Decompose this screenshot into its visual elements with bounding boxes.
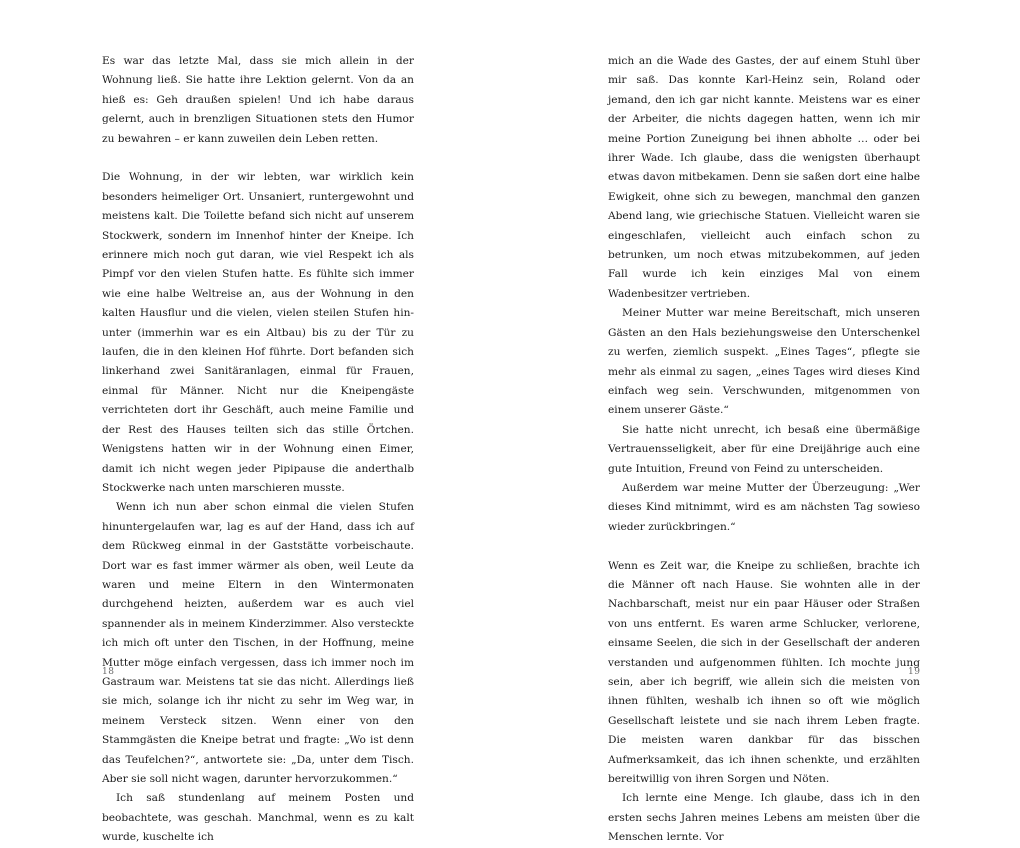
paragraph: mich an die Wade des Gastes, der auf einem Stuhl über mir saß. Das konnte Karl-Heinz sein, Roland oder jemand, den ich gar nicht kannte. Meistens war es einer der Arbeiter, die nichts dagegen hatten, wenn ich mir meine Portion Zuneigung bei ihnen abholte … oder bei ihrer Wade. Ich glaube, dass die wenigsten überhaupt etwas davon mitbekamen. Denn sie saßen dort eine halbe Ewigkeit, ohne sich zu bewegen, manchmal den ganzen Abend lang, wie griechische Statuen. Vielleicht waren sie eingeschlafen, vielleicht auch einfach schon zu betrunken, um noch etwas mitzubekommen, auf jeden Fall wurde ich kein einziges Mal von einem Wadenbesitzer vertrieben. bbox=[608, 55, 920, 300]
paragraph: Ich saß stundenlang auf meinem Posten und beobachtete, was geschah. Manchmal, wenn es zu kalt wurde, kuschelte ich bbox=[102, 792, 414, 844]
left-page-text bbox=[102, 52, 414, 848]
paragraph: Es war das letzte Mal, dass sie mich allein in der Wohnung ließ. Sie hatte ihre Lektion gelernt. Von da an hieß es: Geh draußen spielen! Und ich habe daraus gelernt, auch in brenzligen Situationen stets den Humor zu bewahren – er kann zuweilen dein Leben retten. bbox=[102, 55, 414, 145]
paragraph: Wenn es Zeit war, die Kneipe zu schließen, brachte ich die Männer oft nach Hause. Sie wohnten alle in der Nachbarschaft, meist nur ein paar Häuser oder Straßen von uns entfernt. Es waren arme Schlucker, verlorene, einsame Seelen, die sich in der Gesellschaft der anderen verstanden und aufgenommen fühlten. Ich mochte jung sein, aber ich begriff, wie allein sich die meisten von ihnen fühlten, weshalb ich ihnen so oft wie möglich Gesellschaft leistete und sie nach ihrem Leben fragte. Die meisten waren dankbar für das bisschen Aufmerksamkeit, das ich ihnen schenkte, und erzählten bereitwillig von ihren Sorgen und Nöten. bbox=[608, 559, 920, 786]
right-page bbox=[510, 0, 1020, 844]
paragraph: Die Wohnung, in der wir lebten, war wirklich kein besonders heimeliger Ort. Unsaniert, runtergewohnt und meistens kalt. Die Toilette befand sich nicht auf unserem Stockwerk, sondern im Innenhof hinter der Kneipe. Ich erinnere mich noch gut daran, wie viel Respekt ich als Pimpf vor den vielen Stufen hatte. Es fühlte sich immer wie eine halbe Weltreise an, aus der Wohnung in den kalten Hausflur und die vielen, vielen steilen Stufen hinunter (immerhin war es ein Altbau) bis zu der Tür zu laufen, die in den kleinen Hof führte. Dort befanden sich linkerhand zwei Sanitäranlagen, einmal für Frauen, einmal für Männer. Nicht nur die Kneipengäste verrichteten dort ihr Geschäft, auch meine Familie und der Rest des Hauses teilten sich das stille Örtchen. Wenigstens hatten wir in der Wohnung einen Eimer, damit ich nicht wegen jeder Pipipause die anderthalb Stockwerke nach unten marschieren musste. bbox=[102, 171, 414, 494]
paragraph: Ich lernte eine Menge. Ich glaube, dass ich in den ersten sechs Jahren meines Lebens am meisten über die Menschen lernte. Vor bbox=[608, 792, 920, 844]
paragraph: Außerdem war meine Mutter der Überzeugung: „Wer dieses Kind mitnimmt, wird es am nächsten Tag sowieso wieder zurückbringen.“ bbox=[608, 481, 920, 533]
page-number: 18 bbox=[102, 667, 115, 677]
left-page bbox=[0, 0, 510, 844]
paragraph: Meiner Mutter war meine Bereitschaft, mich unseren Gästen an den Hals beziehungsweise den Unterschenkel zu werfen, ziemlich suspekt. „Eines Tages“, pflegte sie mehr als einmal zu sagen, „eines Tages wird dieses Kind einfach weg sein. Verschwunden, mitgenommen von einem unserer Gäste.“ bbox=[608, 307, 920, 417]
right-page-text bbox=[608, 52, 920, 848]
paragraph: Sie hatte nicht unrecht, ich besaß eine übermäßige Vertrauensseligkeit, aber für eine Dreijährige auch eine gute Intuition, Freund von Feind zu unterscheiden. bbox=[608, 423, 920, 475]
paragraph: Wenn ich nun aber schon einmal die vielen Stufen hinuntergelaufen war, lag es auf der Hand, dass ich auf dem Rückweg einmal in der Gaststätte vorbeischaute. Dort war es fast immer wärmer als oben, weil Leute da waren und meine Eltern in den Wintermonaten durchgehend heizten, außerdem war es auch viel spannender als in meinem Kinderzimmer. Also versteckte ich mich oft unter den Tischen, in der Hoffnung, meine Mutter möge einfach vergessen, dass ich immer noch im Gastraum war. Meistens tat sie das nicht. Allerdings ließ sie mich, solange ich ihr nicht zu sehr im Weg war, in meinem Versteck sitzen. Wenn einer von den Stammgästen die Kneipe betrat und fragte: „Wo ist denn das Teufelchen?“, antwortete sie: „Da, unter dem Tisch. Aber sie soll nicht wagen, darunter hervorzukommen.“ bbox=[102, 501, 414, 786]
page-number: 19 bbox=[908, 667, 921, 677]
